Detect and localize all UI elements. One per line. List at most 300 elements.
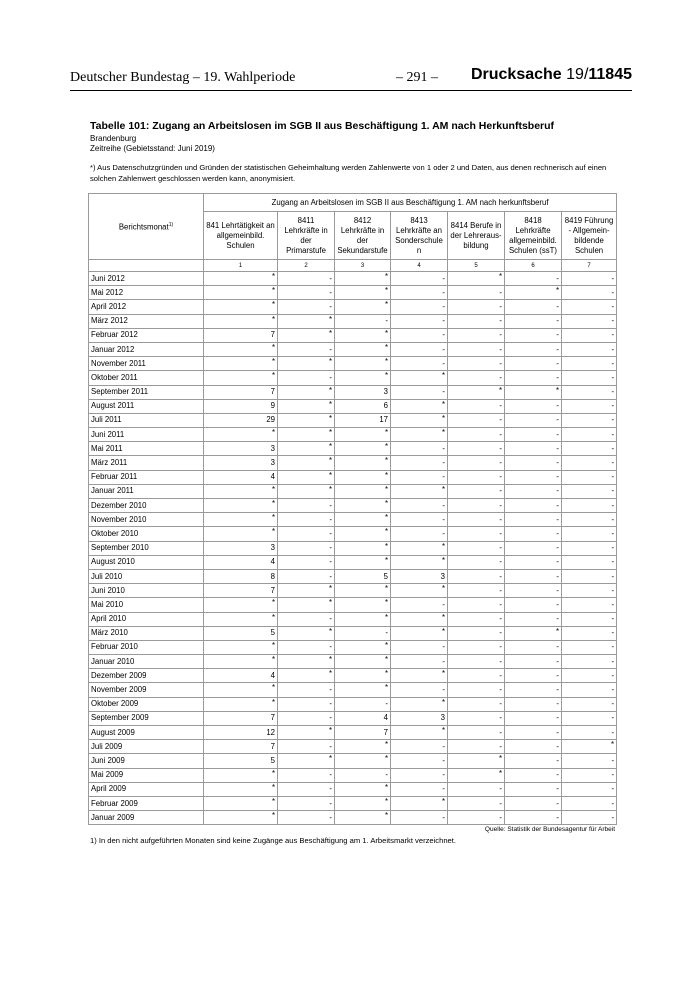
value-cell: - <box>505 541 562 555</box>
month-cell: Oktober 2009 <box>89 697 204 711</box>
month-cell: November 2009 <box>89 683 204 697</box>
value-cell: - <box>448 513 505 527</box>
value-cell: - <box>505 342 562 356</box>
value-cell: * <box>391 612 448 626</box>
month-cell: Mai 2009 <box>89 768 204 782</box>
value-cell: * <box>204 357 278 371</box>
value-cell: - <box>278 782 335 796</box>
value-cell: - <box>562 314 617 328</box>
value-cell: - <box>278 342 335 356</box>
value-cell: - <box>562 626 617 640</box>
value-cell: * <box>505 626 562 640</box>
value-cell: - <box>391 456 448 470</box>
month-cell: Februar 2009 <box>89 796 204 810</box>
value-cell: * <box>448 768 505 782</box>
value-cell: - <box>448 811 505 825</box>
value-cell: - <box>335 314 391 328</box>
month-cell: Januar 2012 <box>89 342 204 356</box>
month-cell: Juni 2009 <box>89 754 204 768</box>
value-cell: 7 <box>204 740 278 754</box>
column-header: 8411 Lehrkräfte in der Primarstufe <box>278 212 335 260</box>
month-cell: Juli 2010 <box>89 569 204 583</box>
value-cell: - <box>505 357 562 371</box>
value-cell: * <box>391 399 448 413</box>
column-index: 5 <box>448 260 505 272</box>
value-cell: * <box>335 371 391 385</box>
table-row <box>89 811 617 825</box>
value-cell: * <box>448 754 505 768</box>
table-row <box>89 399 617 413</box>
value-cell: * <box>278 669 335 683</box>
value-cell: * <box>391 371 448 385</box>
value-cell: 7 <box>204 711 278 725</box>
value-cell: - <box>278 300 335 314</box>
anonymization-note: *) Aus Datenschutzgründen und Gründen der statistischen Geheimhaltung werden Zahlenwerte von 1 oder 2 und Daten, aus denen rechnerisch auf einen solchen Zahlenwert geschlossen werden kann, anonymisiert. <box>90 163 607 183</box>
value-cell: * <box>335 811 391 825</box>
value-cell: 5 <box>204 626 278 640</box>
month-cell: September 2009 <box>89 711 204 725</box>
value-cell: - <box>505 428 562 442</box>
month-cell: Juni 2012 <box>89 272 204 286</box>
value-cell: - <box>278 569 335 583</box>
value-cell: * <box>278 413 335 427</box>
value-cell: * <box>335 541 391 555</box>
value-cell: * <box>278 726 335 740</box>
value-cell: 4 <box>204 555 278 569</box>
value-cell: * <box>335 640 391 654</box>
value-cell: * <box>335 428 391 442</box>
value-cell: - <box>562 726 617 740</box>
value-cell: - <box>391 513 448 527</box>
value-cell: * <box>335 499 391 513</box>
value-cell: - <box>391 342 448 356</box>
value-cell: - <box>278 811 335 825</box>
value-cell: - <box>562 342 617 356</box>
value-cell: * <box>278 484 335 498</box>
value-cell: * <box>391 796 448 810</box>
value-cell: 12 <box>204 726 278 740</box>
month-cell: Januar 2010 <box>89 655 204 669</box>
table-row <box>89 555 617 569</box>
value-cell: 6 <box>335 399 391 413</box>
value-cell: - <box>448 541 505 555</box>
month-cell: Oktober 2011 <box>89 371 204 385</box>
table-row <box>89 697 617 711</box>
value-cell: * <box>335 598 391 612</box>
month-cell: Dezember 2010 <box>89 499 204 513</box>
value-cell: 3 <box>391 711 448 725</box>
table-row <box>89 754 617 768</box>
value-cell: * <box>204 697 278 711</box>
table-row <box>89 768 617 782</box>
value-cell: * <box>335 740 391 754</box>
month-cell: August 2010 <box>89 555 204 569</box>
table-row <box>89 300 617 314</box>
value-cell: * <box>278 357 335 371</box>
value-cell: * <box>448 385 505 399</box>
month-cell: Juni 2011 <box>89 428 204 442</box>
value-cell: - <box>448 470 505 484</box>
value-cell: - <box>278 683 335 697</box>
table-row <box>89 342 617 356</box>
value-cell: - <box>562 768 617 782</box>
month-cell: Mai 2012 <box>89 286 204 300</box>
value-cell: - <box>562 456 617 470</box>
value-cell: - <box>391 782 448 796</box>
value-cell: - <box>505 584 562 598</box>
value-cell: * <box>278 385 335 399</box>
value-cell: * <box>204 428 278 442</box>
value-cell: * <box>562 740 617 754</box>
value-cell: * <box>204 782 278 796</box>
value-cell: * <box>204 683 278 697</box>
table-row <box>89 328 617 342</box>
value-cell: * <box>391 584 448 598</box>
value-cell: - <box>562 470 617 484</box>
value-cell: - <box>335 626 391 640</box>
table-row <box>89 286 617 300</box>
value-cell: * <box>335 669 391 683</box>
value-cell: - <box>505 655 562 669</box>
month-cell: Juli 2009 <box>89 740 204 754</box>
value-cell: * <box>335 655 391 669</box>
value-cell: - <box>505 669 562 683</box>
value-cell: * <box>204 527 278 541</box>
value-cell: - <box>448 612 505 626</box>
table-title: Tabelle 101: Zugang an Arbeitslosen im SGB II aus Beschäftigung 1. AM nach Herkunftsberuf <box>90 120 555 132</box>
value-cell: - <box>562 385 617 399</box>
table-row <box>89 527 617 541</box>
month-cell: Mai 2011 <box>89 442 204 456</box>
value-cell: - <box>505 555 562 569</box>
value-cell: - <box>448 499 505 513</box>
value-cell: - <box>278 272 335 286</box>
table-row <box>89 499 617 513</box>
value-cell: 3 <box>391 569 448 583</box>
value-cell: - <box>278 555 335 569</box>
value-cell: - <box>278 768 335 782</box>
value-cell: * <box>204 655 278 669</box>
value-cell: * <box>204 811 278 825</box>
value-cell: - <box>505 640 562 654</box>
value-cell: - <box>562 399 617 413</box>
value-cell: - <box>562 569 617 583</box>
header-document-number <box>471 66 632 84</box>
footnote: 1) In den nicht aufgeführten Monaten sind keine Zugänge aus Beschäftigung am 1. Arbeitsmarkt verzeichnet. <box>90 836 456 845</box>
table-row <box>89 640 617 654</box>
value-cell: - <box>391 385 448 399</box>
table-row <box>89 569 617 583</box>
value-cell: - <box>505 697 562 711</box>
value-cell: - <box>278 513 335 527</box>
value-cell: - <box>448 357 505 371</box>
value-cell: * <box>204 484 278 498</box>
value-cell: * <box>335 470 391 484</box>
series-label: Zeitreihe (Gebietsstand: Juni 2019) <box>90 144 215 153</box>
value-cell: * <box>204 513 278 527</box>
month-cell: August 2011 <box>89 399 204 413</box>
column-index: 2 <box>278 260 335 272</box>
column-index: 1 <box>204 260 278 272</box>
value-cell: - <box>448 782 505 796</box>
table-row <box>89 541 617 555</box>
value-cell: 5 <box>204 754 278 768</box>
value-cell: * <box>204 499 278 513</box>
value-cell: - <box>391 740 448 754</box>
value-cell: 7 <box>204 584 278 598</box>
value-cell: - <box>505 811 562 825</box>
table-row <box>89 442 617 456</box>
value-cell: - <box>562 796 617 810</box>
value-cell: * <box>204 796 278 810</box>
value-cell: 5 <box>335 569 391 583</box>
value-cell: * <box>505 385 562 399</box>
value-cell: 7 <box>204 328 278 342</box>
value-cell: * <box>278 754 335 768</box>
value-cell: - <box>391 272 448 286</box>
header-document-id <box>566 66 632 83</box>
value-cell: - <box>278 740 335 754</box>
value-cell: - <box>391 499 448 513</box>
value-cell: - <box>448 584 505 598</box>
value-cell: * <box>335 612 391 626</box>
value-cell: - <box>448 484 505 498</box>
value-cell: - <box>562 811 617 825</box>
value-cell: - <box>505 442 562 456</box>
value-cell: - <box>335 768 391 782</box>
table-row <box>89 584 617 598</box>
value-cell: * <box>391 484 448 498</box>
month-cell: April 2009 <box>89 782 204 796</box>
value-cell: - <box>562 697 617 711</box>
value-cell: - <box>391 328 448 342</box>
value-cell: - <box>562 541 617 555</box>
month-cell: März 2012 <box>89 314 204 328</box>
value-cell: - <box>562 612 617 626</box>
value-cell: * <box>204 314 278 328</box>
month-cell: Januar 2011 <box>89 484 204 498</box>
month-cell: Februar 2010 <box>89 640 204 654</box>
value-cell: * <box>335 357 391 371</box>
table-row <box>89 726 617 740</box>
table-row <box>89 371 617 385</box>
value-cell: - <box>391 314 448 328</box>
value-cell: - <box>505 740 562 754</box>
value-cell: 9 <box>204 399 278 413</box>
value-cell: - <box>505 527 562 541</box>
table-row <box>89 669 617 683</box>
value-cell: - <box>448 413 505 427</box>
value-cell: * <box>204 598 278 612</box>
value-cell: - <box>505 796 562 810</box>
header-document-label: Drucksache <box>470 66 562 83</box>
value-cell: - <box>448 442 505 456</box>
value-cell: * <box>505 286 562 300</box>
value-cell: - <box>505 484 562 498</box>
value-cell: - <box>505 782 562 796</box>
value-cell: - <box>562 484 617 498</box>
value-cell: - <box>448 598 505 612</box>
value-cell: - <box>505 371 562 385</box>
value-cell: 3 <box>204 456 278 470</box>
table-row <box>89 711 617 725</box>
value-cell: * <box>335 782 391 796</box>
table-row <box>89 413 617 427</box>
value-cell: - <box>391 768 448 782</box>
value-cell: - <box>505 413 562 427</box>
value-cell: * <box>204 371 278 385</box>
value-cell: - <box>391 527 448 541</box>
value-cell: - <box>448 555 505 569</box>
value-cell: - <box>391 598 448 612</box>
table-row <box>89 484 617 498</box>
value-cell: - <box>391 442 448 456</box>
table-row <box>89 598 617 612</box>
value-cell: - <box>562 286 617 300</box>
value-cell: - <box>562 272 617 286</box>
value-cell: - <box>278 286 335 300</box>
value-cell: - <box>505 328 562 342</box>
value-cell: * <box>335 442 391 456</box>
value-cell: * <box>335 328 391 342</box>
value-cell: - <box>448 314 505 328</box>
value-cell: - <box>562 669 617 683</box>
value-cell: - <box>562 598 617 612</box>
data-table <box>88 193 617 825</box>
value-cell: * <box>278 584 335 598</box>
value-cell: - <box>391 811 448 825</box>
value-cell: * <box>278 598 335 612</box>
table-row <box>89 626 617 640</box>
value-cell: * <box>335 286 391 300</box>
value-cell: - <box>448 640 505 654</box>
value-cell: * <box>391 726 448 740</box>
value-cell: - <box>562 300 617 314</box>
column-header: 8418 Lehrkräfte allgemeinbild. Schulen (ssT) <box>505 212 562 260</box>
value-cell: * <box>204 612 278 626</box>
value-cell: - <box>505 598 562 612</box>
value-cell: - <box>391 640 448 654</box>
value-cell: 7 <box>335 726 391 740</box>
value-cell: - <box>562 513 617 527</box>
value-cell: - <box>448 669 505 683</box>
value-cell: * <box>335 555 391 569</box>
value-cell: - <box>448 697 505 711</box>
source-note: Quelle: Statistik der Bundesagentur für Arbeit <box>484 826 615 833</box>
row-header <box>89 194 204 260</box>
column-index: 7 <box>562 260 617 272</box>
value-cell: - <box>505 272 562 286</box>
group-header: Zugang an Arbeitslosen im SGB II aus Beschäftigung 1. AM nach herkunftsberuf <box>204 194 617 212</box>
value-cell: 29 <box>204 413 278 427</box>
value-cell: - <box>391 300 448 314</box>
value-cell: - <box>391 655 448 669</box>
value-cell: * <box>391 541 448 555</box>
table-row <box>89 456 617 470</box>
table-row <box>89 796 617 810</box>
value-cell: - <box>562 754 617 768</box>
value-cell: - <box>335 697 391 711</box>
column-header: 8413 Lehrkräfte an Sonderschule n <box>391 212 448 260</box>
value-cell: - <box>278 796 335 810</box>
page-header <box>70 66 632 91</box>
value-cell: - <box>505 711 562 725</box>
header-document-prefix: 19/ <box>566 66 589 83</box>
value-cell: * <box>204 640 278 654</box>
value-cell: - <box>448 456 505 470</box>
index-cell-empty <box>89 260 204 272</box>
value-cell: * <box>278 655 335 669</box>
month-cell: September 2010 <box>89 541 204 555</box>
table-row <box>89 357 617 371</box>
value-cell: - <box>278 640 335 654</box>
value-cell: - <box>448 626 505 640</box>
table-row <box>89 612 617 626</box>
value-cell: - <box>278 371 335 385</box>
value-cell: - <box>448 740 505 754</box>
value-cell: * <box>278 442 335 456</box>
value-cell: 3 <box>204 541 278 555</box>
value-cell: 4 <box>204 470 278 484</box>
month-cell: April 2012 <box>89 300 204 314</box>
value-cell: * <box>391 428 448 442</box>
value-cell: 3 <box>204 442 278 456</box>
value-cell: - <box>562 328 617 342</box>
value-cell: * <box>335 513 391 527</box>
value-cell: - <box>391 470 448 484</box>
value-cell: - <box>562 640 617 654</box>
month-cell: November 2010 <box>89 513 204 527</box>
value-cell: * <box>278 314 335 328</box>
column-header: 8412 Lehrkräfte in der Sekundarstufe <box>335 212 391 260</box>
column-header: 841 Lehrtätigkeit an allgemeinbild. Schulen <box>204 212 278 260</box>
value-cell: - <box>562 655 617 669</box>
table-row <box>89 740 617 754</box>
value-cell: - <box>562 428 617 442</box>
value-cell: - <box>562 357 617 371</box>
value-cell: - <box>505 754 562 768</box>
value-cell: 3 <box>335 385 391 399</box>
value-cell: * <box>335 272 391 286</box>
value-cell: * <box>391 555 448 569</box>
value-cell: - <box>562 499 617 513</box>
value-cell: * <box>335 456 391 470</box>
value-cell: - <box>448 569 505 583</box>
value-cell: - <box>448 726 505 740</box>
value-cell: - <box>505 683 562 697</box>
month-cell: Januar 2009 <box>89 811 204 825</box>
value-cell: - <box>505 456 562 470</box>
value-cell: - <box>448 683 505 697</box>
value-cell: - <box>448 371 505 385</box>
value-cell: 17 <box>335 413 391 427</box>
value-cell: - <box>278 499 335 513</box>
value-cell: - <box>505 612 562 626</box>
column-header: 8419 Führung - Allgemein- bildende Schulen <box>562 212 617 260</box>
value-cell: * <box>278 456 335 470</box>
column-index: 3 <box>335 260 391 272</box>
value-cell: * <box>204 342 278 356</box>
header-document-main: 11845 <box>588 66 632 83</box>
table-row <box>89 385 617 399</box>
value-cell: - <box>391 286 448 300</box>
value-cell: - <box>448 428 505 442</box>
month-cell: Juli 2011 <box>89 413 204 427</box>
value-cell: - <box>505 314 562 328</box>
month-cell: Februar 2012 <box>89 328 204 342</box>
column-index: 6 <box>505 260 562 272</box>
value-cell: - <box>505 300 562 314</box>
